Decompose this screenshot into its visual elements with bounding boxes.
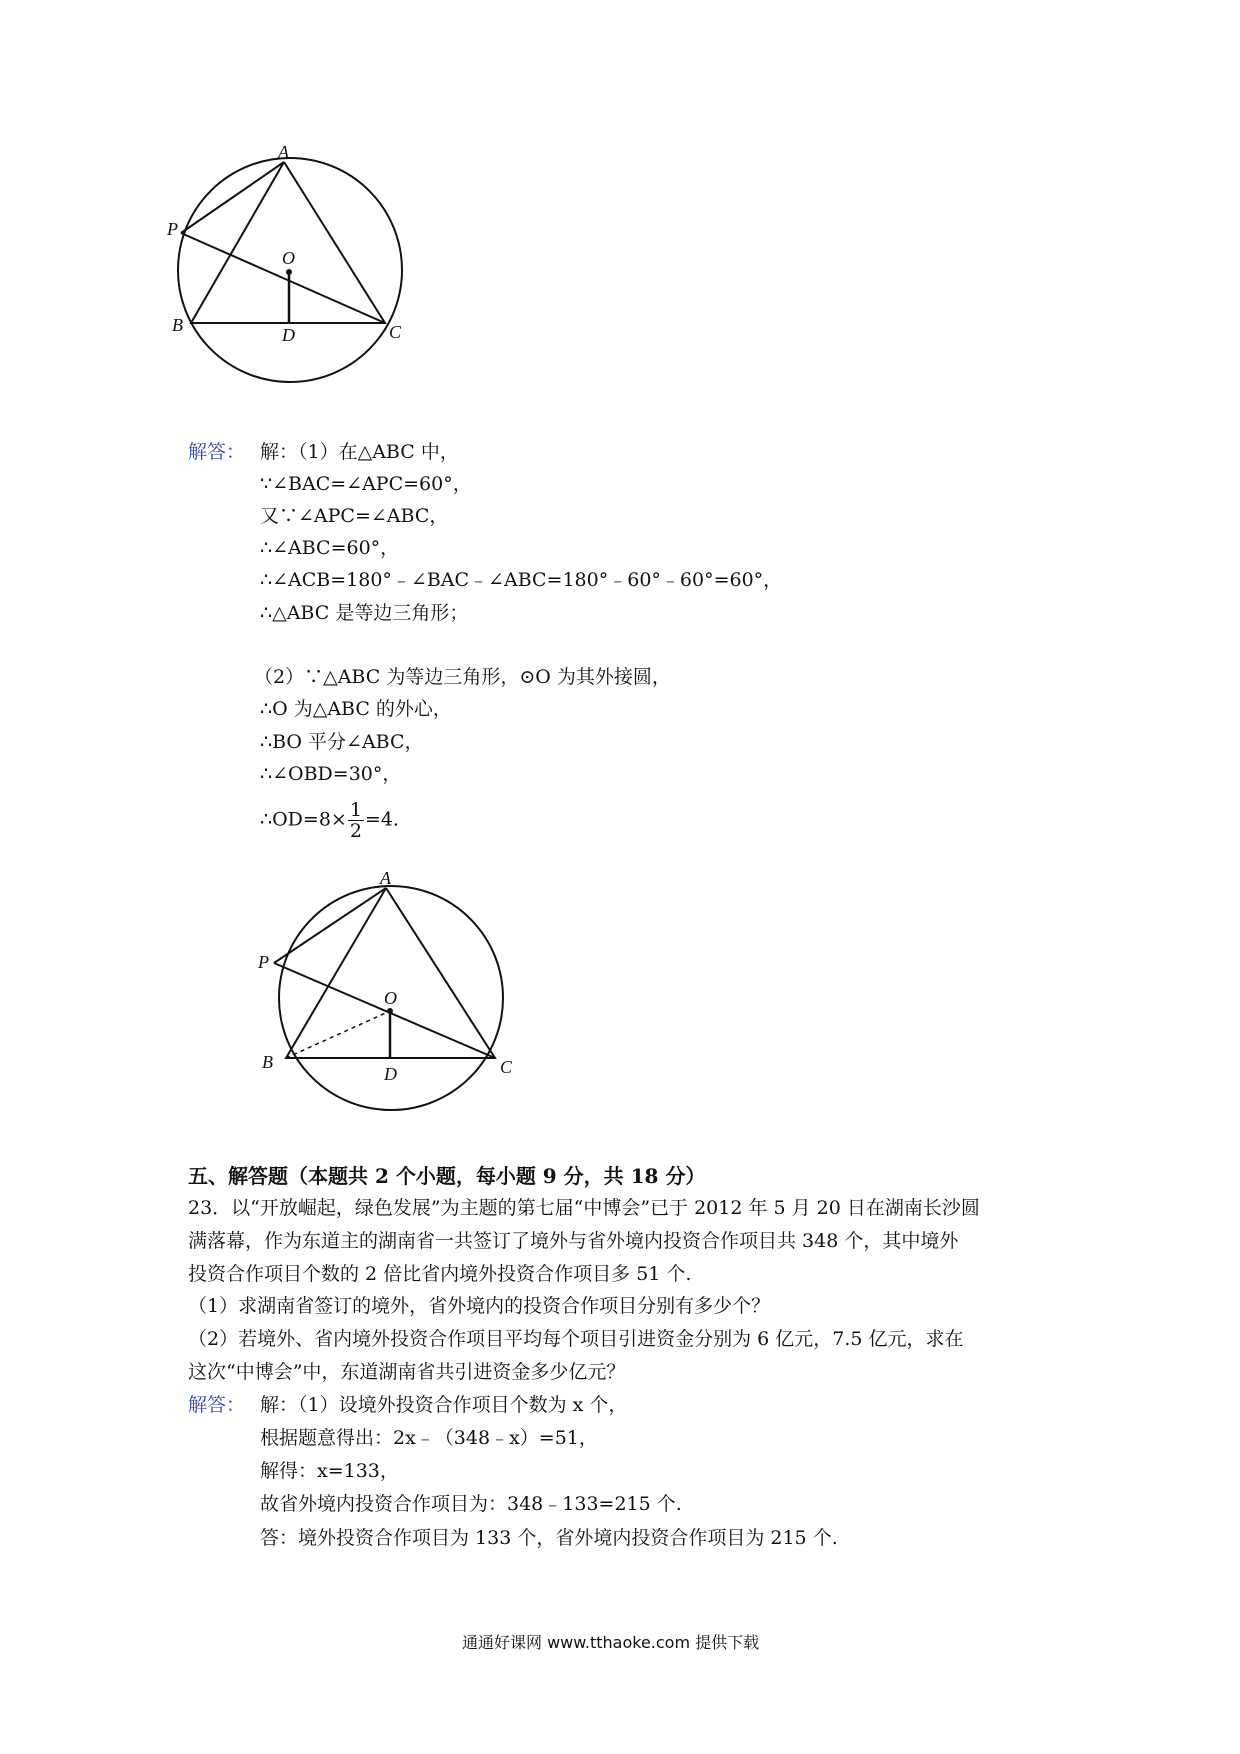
- fraction-numerator: 1: [349, 799, 362, 821]
- page-footer: 通通好课网 www.tthaoke.com 提供下载: [462, 1633, 760, 1652]
- label-a: A: [380, 868, 391, 888]
- problem-line: 满落幕，作为东道主的湖南省一共签订了境外与省外境内投资合作项目共 348 个，其中境外: [188, 1230, 959, 1252]
- solution-line: ∵∠BAC=∠APC=60°，: [260, 473, 472, 495]
- answer-label-1: 解答：: [188, 441, 246, 463]
- fraction-one-half: [348, 800, 364, 841]
- segment-pc: [181, 233, 385, 323]
- label-o: O: [282, 248, 295, 268]
- solution-line: 解：（1）在△ABC 中，: [260, 441, 459, 463]
- section-heading: 五、解答题（本题共 2 个小题，每小题 9 分，共 18 分）: [188, 1164, 706, 1188]
- fraction-denominator: 2: [349, 820, 362, 842]
- answer-label-2: 解答：: [188, 1394, 246, 1416]
- solution-line: 解：（1）设境外投资合作项目个数为 x 个，: [260, 1394, 628, 1416]
- label-p: P: [167, 219, 178, 239]
- fraction-suffix: =4.: [364, 808, 399, 831]
- segment-pa: [274, 888, 386, 963]
- solution-line: （2）∵△ABC 为等边三角形，⊙O 为其外接圆，: [254, 666, 671, 688]
- label-d: D: [282, 325, 295, 345]
- label-a: A: [278, 142, 289, 162]
- problem-line: （1）求湖南省签订的境外，省外境内的投资合作项目分别有多少个？: [188, 1295, 771, 1317]
- solution-fraction-line: [260, 800, 399, 841]
- solution-line: ∴O 为△ABC 的外心，: [260, 698, 452, 720]
- solution-line: 解得：x=133，: [260, 1460, 399, 1482]
- label-c: C: [389, 322, 402, 342]
- segment-pc: [274, 963, 495, 1058]
- solution-line: ∴∠ABC=60°，: [260, 537, 400, 559]
- center-point: [387, 1008, 393, 1014]
- solution-line: ∴BO 平分∠ABC，: [260, 731, 424, 753]
- label-b: B: [262, 1052, 273, 1072]
- problem-line: 这次“中博会”中，东道湖南省共引进资金多少亿元？: [188, 1361, 626, 1383]
- solution-line: ∴∠OBD=30°，: [260, 763, 402, 785]
- segment-bo-dashed: [286, 1011, 390, 1058]
- circle-triangle-figure-2: [250, 868, 540, 1148]
- problem-line: （2）若境外、省内境外投资合作项目平均每个项目引进资金分别为 6 亿元，7.5 亿元，求在: [188, 1328, 964, 1350]
- circle-triangle-figure-1: [160, 140, 450, 440]
- label-o: O: [384, 988, 397, 1008]
- problem-line: 23．以“开放崛起，绿色发展”为主题的第七届“中博会”已于 2012 年 5 月 20 日在湖南长沙圆: [188, 1197, 980, 1219]
- label-c: C: [500, 1057, 513, 1077]
- label-d: D: [384, 1064, 397, 1084]
- label-p: P: [258, 952, 269, 972]
- center-point: [286, 269, 292, 275]
- label-b: B: [172, 315, 183, 335]
- solution-line: 故省外境内投资合作项目为：348﹣133=215 个.: [260, 1493, 682, 1515]
- solution-line: ∴∠ACB=180°﹣∠BAC﹣∠ABC=180°﹣60°﹣60°=60°，: [260, 569, 783, 591]
- solution-line: 根据题意得出：2x﹣（348﹣x）=51，: [260, 1427, 598, 1449]
- solution-line: 答：境外投资合作项目为 133 个，省外境内投资合作项目为 215 个.: [260, 1527, 838, 1549]
- solution-line: 又∵∠APC=∠ABC，: [260, 505, 449, 527]
- solution-line: ∴△ABC 是等边三角形；: [260, 602, 469, 624]
- problem-line: 投资合作项目个数的 2 倍比省内境外投资合作项目多 51 个.: [188, 1263, 692, 1285]
- segment-pa: [181, 162, 284, 233]
- fraction-prefix: ∴OD=8×: [260, 808, 347, 831]
